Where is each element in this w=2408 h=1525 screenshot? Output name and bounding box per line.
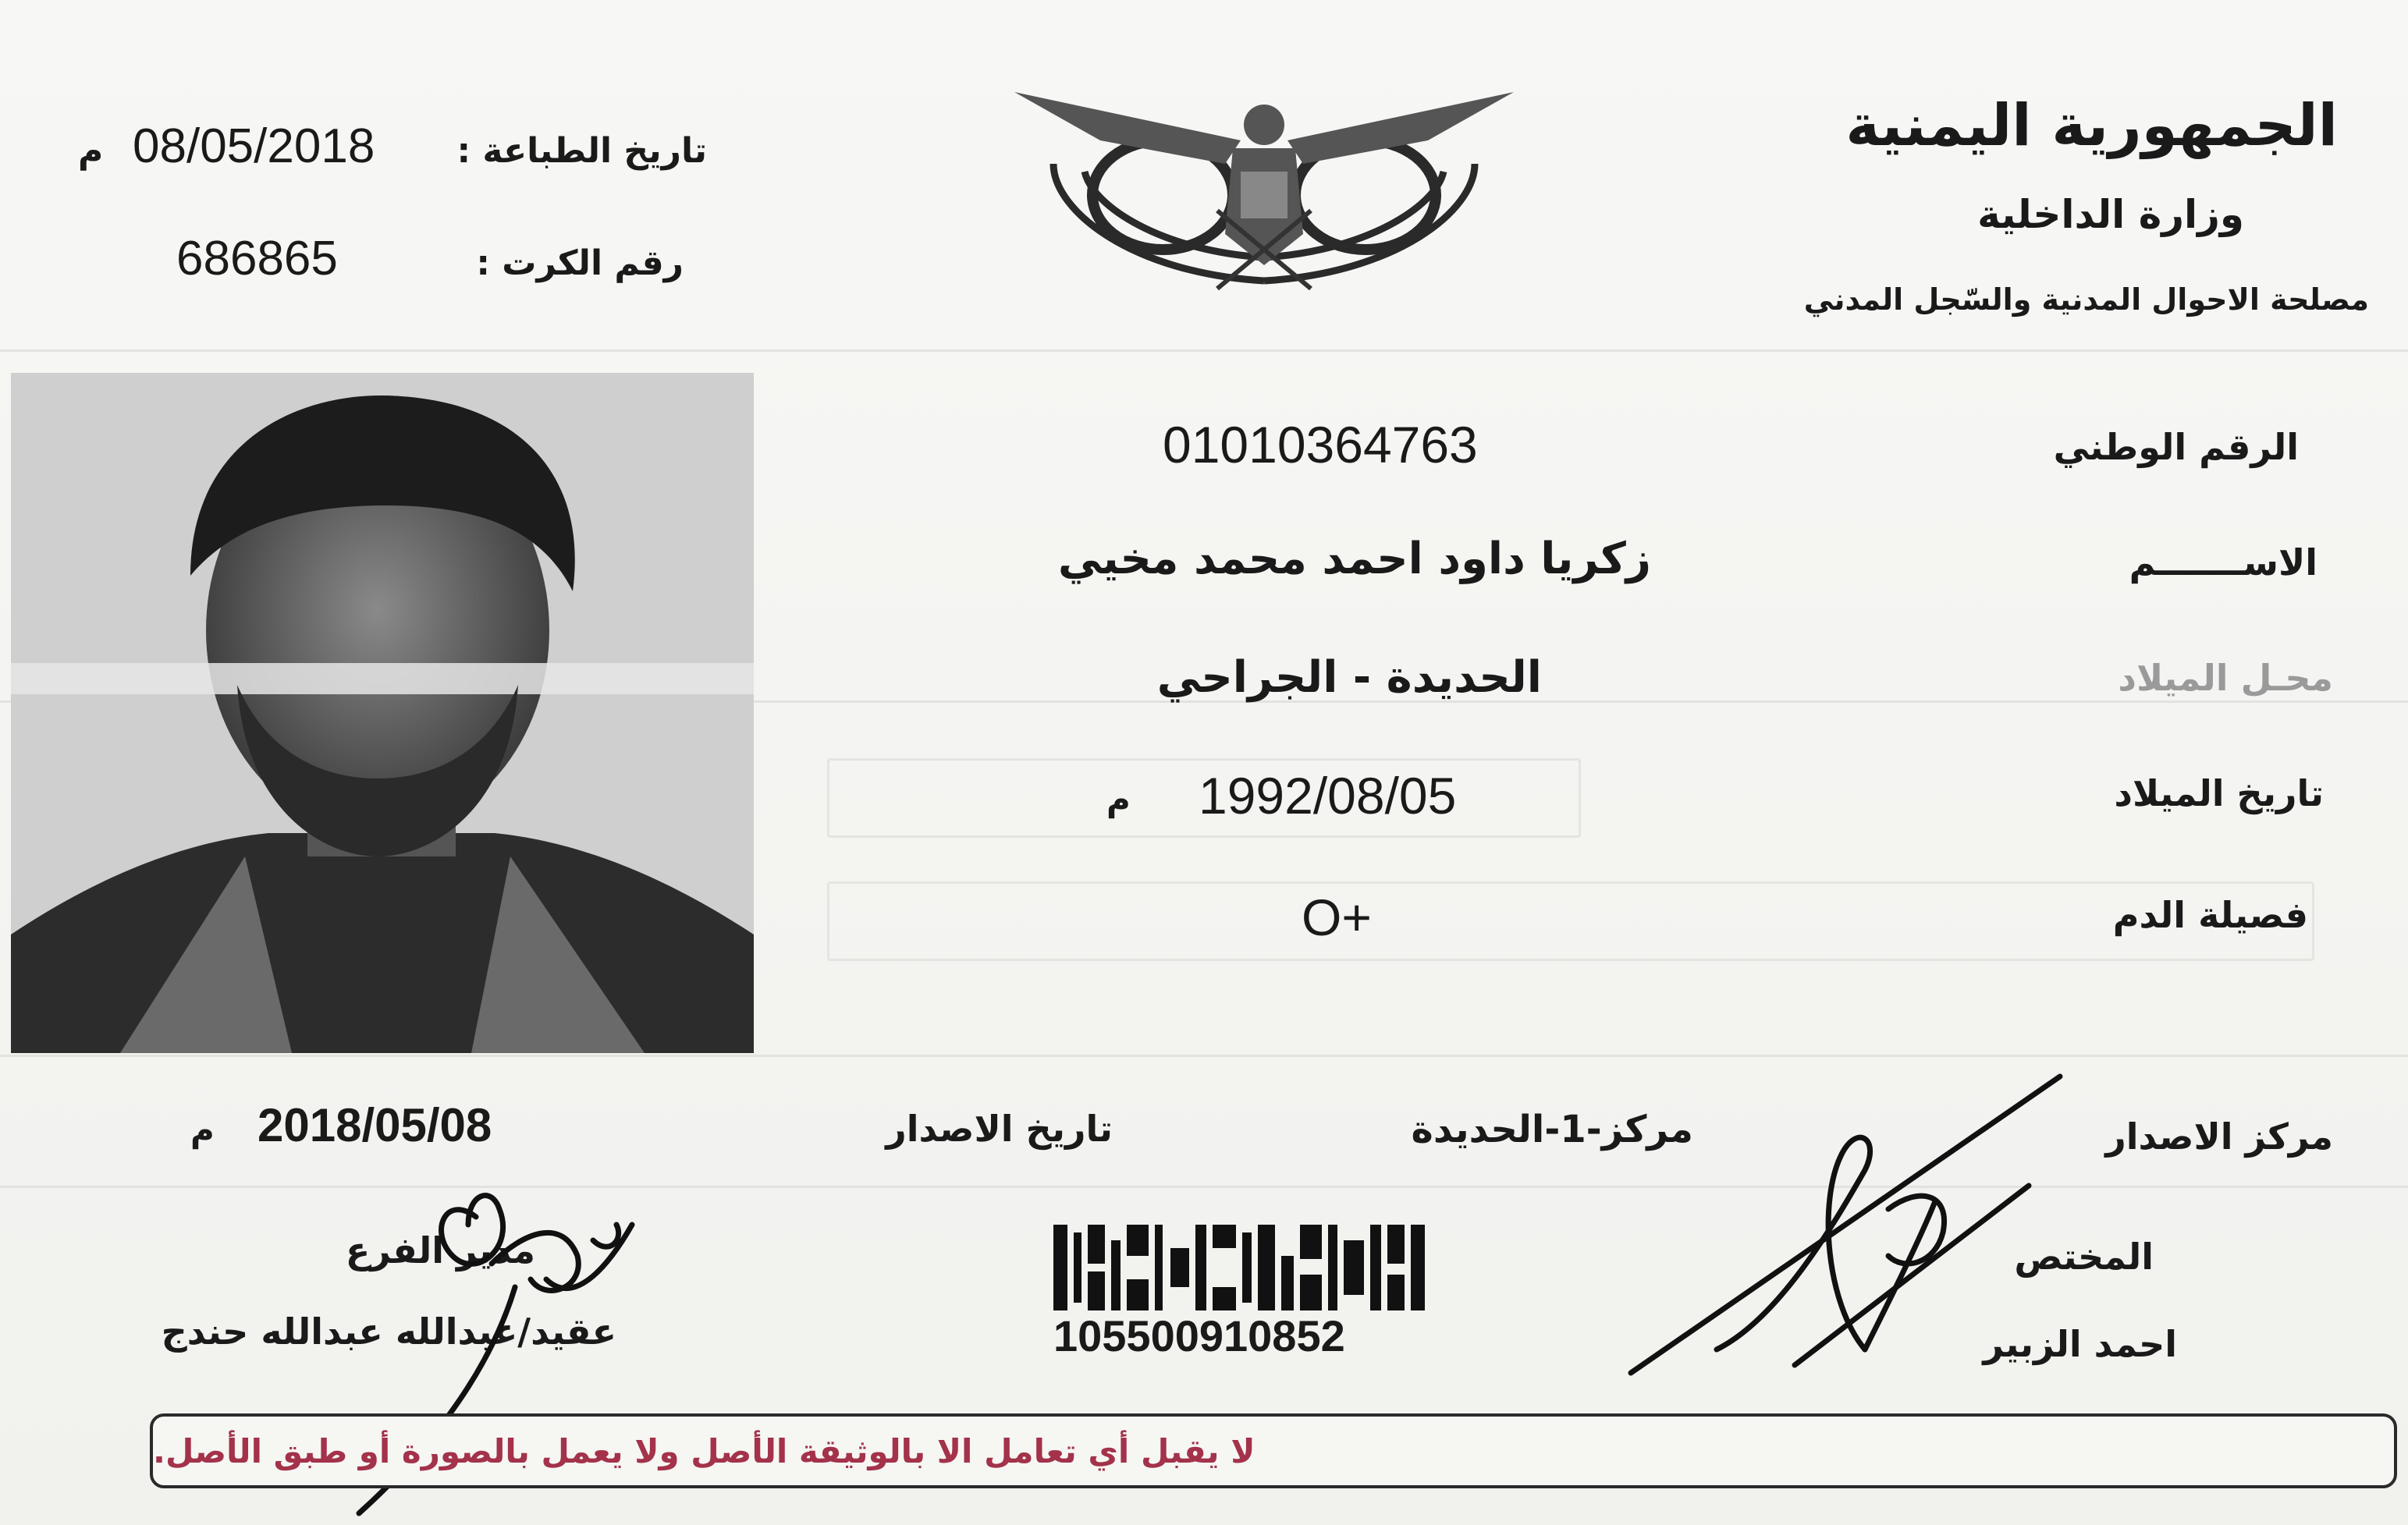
barcode-number: 105500910852 — [1053, 1311, 1345, 1360]
portrait-image — [11, 373, 754, 1053]
birthdate-value: 1992/08/05 — [1199, 767, 1457, 825]
scan-line — [0, 349, 2408, 352]
card-number-value: 686865 — [176, 232, 338, 285]
issue-date-suffix: م — [190, 1111, 215, 1149]
officer-title: المختص — [2014, 1236, 2154, 1278]
blood-type-value: O+ — [1302, 888, 1372, 946]
ministry-name: وزارة الداخلية — [1977, 192, 2244, 237]
birthdate-label: تاريخ الميلاد — [2114, 772, 2324, 814]
branch-manager-name: عقيد/عبدالله عبدالله حندج — [161, 1310, 616, 1353]
name-value: زكريا داود احمد محمد مخيي — [1057, 534, 1651, 584]
officer-signature-icon — [1623, 1069, 2091, 1404]
card-number-label: رقم الكرت : — [476, 243, 684, 283]
issue-center-value: مركز-1-الحديدة — [1411, 1108, 1693, 1151]
notice-banner — [150, 1413, 2397, 1488]
birthplace-label: محـل الميلاد — [2118, 657, 2333, 699]
print-date-suffix: م — [78, 131, 104, 171]
blood-field-box — [827, 881, 2314, 961]
print-date-value: 08/05/2018 — [133, 119, 375, 173]
holder-photo — [11, 373, 754, 1053]
branch-manager-title: مدير الفرع — [345, 1229, 535, 1271]
blood-type-label: فصيلة الدم — [2112, 894, 2308, 936]
birthplace-value: الحديدة - الجراحي — [1156, 652, 1542, 703]
officer-name: احمد الزبير — [1983, 1323, 2177, 1365]
name-label: الاســـــــم — [2129, 541, 2317, 583]
country-name: الجمهورية اليمنية — [1845, 92, 2338, 159]
yemen-eagle-emblem-icon — [1007, 78, 1522, 296]
print-date-label: تاريخ الطباعة : — [456, 131, 707, 171]
scan-line — [0, 1055, 2408, 1057]
birthdate-suffix: م — [1106, 780, 1131, 818]
national-number-value: 01010364763 — [1163, 416, 1478, 473]
barcode-icon — [1053, 1225, 1428, 1310]
issue-date-label: تاريخ الاصدار — [886, 1108, 1113, 1150]
issue-center-label: مركز الاصدار — [2105, 1115, 2333, 1158]
authority-name: مصلحة الاحوال المدنية والسّجل المدني — [1803, 282, 2369, 317]
issue-date-value: 2018/05/08 — [257, 1099, 492, 1151]
national-number-label: الرقم الوطني — [2053, 426, 2299, 468]
notice-text: لا يقبل أي تعامل الا بالوثيقة الأصل ولا يعمل بالصورة أو طبق الأصل. — [153, 1431, 1255, 1470]
